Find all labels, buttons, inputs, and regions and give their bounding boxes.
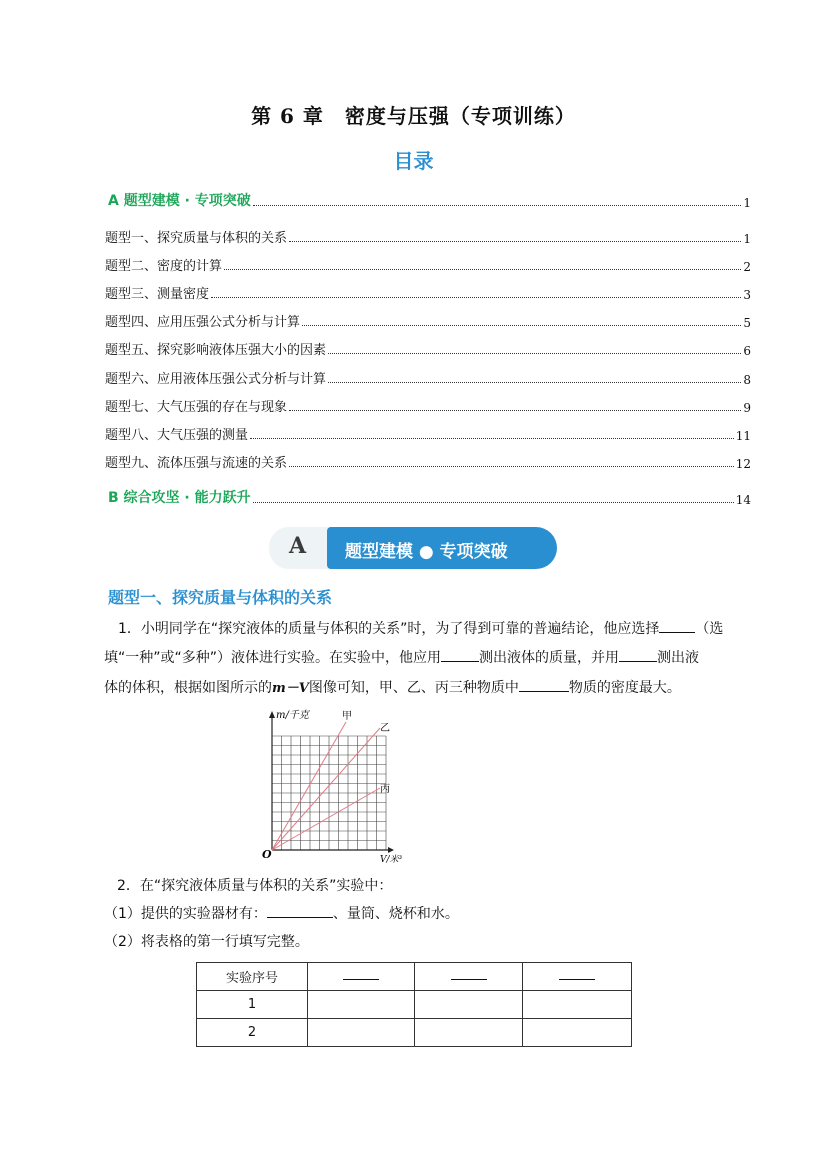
toc-item[interactable] bbox=[105, 227, 751, 246]
table-header-blank-cell[interactable] bbox=[415, 963, 522, 991]
table-cell[interactable] bbox=[415, 991, 522, 1019]
toc-leader bbox=[302, 324, 741, 326]
answer-blank[interactable] bbox=[519, 677, 569, 692]
line-yi bbox=[272, 728, 380, 850]
toc-page: 6 bbox=[743, 344, 751, 358]
toc-item-label: 题型一、探究质量与体积的关系 bbox=[105, 231, 288, 246]
toc-leader bbox=[211, 296, 741, 298]
origin-label: O bbox=[262, 848, 272, 861]
q1-text: （选 bbox=[695, 621, 724, 637]
q1-text: 图像可知，甲、乙、丙三种物质中 bbox=[308, 680, 519, 696]
toc-item[interactable] bbox=[105, 452, 751, 471]
table-row bbox=[197, 1019, 632, 1047]
table-header-blank-cell[interactable] bbox=[308, 963, 415, 991]
toc-item-label: 题型五、探究影响液体压强大小的因素 bbox=[105, 343, 327, 358]
label-bing: 丙 bbox=[380, 784, 390, 795]
graph-grid bbox=[272, 736, 386, 850]
page-title: 第 6 章 密度与压强（专项训练） bbox=[251, 104, 576, 128]
m-v-graph bbox=[258, 706, 418, 866]
question-type-heading: 题型一、探究质量与体积的关系 bbox=[108, 588, 333, 607]
toc-leader bbox=[289, 240, 741, 242]
table-row-index: 2 bbox=[197, 1019, 308, 1047]
toc-heading: 目录 bbox=[393, 149, 434, 173]
q1-line2 bbox=[104, 643, 699, 673]
table-row bbox=[197, 991, 632, 1019]
answer-blank[interactable] bbox=[343, 969, 379, 980]
toc-page: 3 bbox=[743, 288, 751, 302]
toc-leader bbox=[253, 501, 734, 503]
toc-page: 8 bbox=[743, 373, 751, 387]
toc-page: 1 bbox=[743, 232, 751, 246]
toc-section-a[interactable] bbox=[108, 190, 751, 210]
table-row-index: 1 bbox=[197, 991, 308, 1019]
toc-leader bbox=[250, 437, 734, 439]
toc-item-label: 题型二、密度的计算 bbox=[105, 259, 223, 274]
toc-item[interactable] bbox=[105, 283, 751, 302]
toc-leader bbox=[289, 409, 741, 411]
toc-leader bbox=[224, 268, 741, 270]
table-cell[interactable] bbox=[522, 991, 631, 1019]
table-header-row bbox=[197, 963, 632, 991]
q1-text: 测出液 bbox=[657, 650, 700, 666]
y-axis-label: m/千克 bbox=[276, 710, 309, 721]
answer-blank[interactable] bbox=[619, 647, 657, 662]
banner-title: 题型建模 ● 专项突破 bbox=[345, 542, 508, 562]
experiment-table bbox=[196, 962, 632, 1047]
q1-text: 填“一种”或“多种”）液体进行实验。在实验中，他应用 bbox=[104, 650, 442, 666]
answer-blank[interactable] bbox=[267, 903, 333, 918]
banner-letter: A bbox=[289, 533, 307, 559]
table-cell[interactable] bbox=[415, 1019, 522, 1047]
q2-intro: 2．在“探究液体质量与体积的关系”实验中： bbox=[117, 878, 393, 894]
toc-page: 5 bbox=[743, 316, 751, 330]
x-axis-arrow bbox=[388, 847, 394, 853]
toc-page: 9 bbox=[743, 401, 751, 415]
answer-blank[interactable] bbox=[451, 969, 487, 980]
q1-text: 测出液体的质量，并用 bbox=[479, 650, 620, 666]
q2-text: 、量筒、烧杯和水。 bbox=[332, 906, 459, 922]
formula: m－V bbox=[272, 681, 309, 696]
toc-leader bbox=[289, 465, 734, 467]
toc-section-b[interactable] bbox=[108, 487, 751, 507]
label-jia: 甲 bbox=[342, 711, 352, 722]
y-axis-arrow bbox=[269, 711, 275, 718]
toc-section-label: A 题型建模 · 专项突破 bbox=[108, 193, 251, 209]
table-cell[interactable] bbox=[308, 991, 415, 1019]
toc-item-label: 题型九、流体压强与流速的关系 bbox=[105, 456, 288, 471]
q1-line3 bbox=[104, 673, 681, 704]
toc-item[interactable] bbox=[105, 339, 751, 358]
toc-item-label: 题型八、大气压强的测量 bbox=[105, 428, 249, 443]
q1-text: 1．小明同学在“探究液体的质量与体积的关系”时，为了得到可靠的普遍结论，他应选择 bbox=[118, 621, 660, 637]
toc-leader bbox=[328, 352, 741, 354]
table-cell[interactable] bbox=[308, 1019, 415, 1047]
toc-page: 2 bbox=[743, 260, 751, 274]
q2-part1 bbox=[104, 899, 459, 929]
q1-line1 bbox=[118, 614, 723, 644]
table-cell[interactable] bbox=[522, 1019, 631, 1047]
label-yi: 乙 bbox=[380, 723, 390, 734]
answer-blank[interactable] bbox=[559, 969, 595, 980]
answer-blank[interactable] bbox=[659, 618, 695, 633]
toc-page: 11 bbox=[735, 429, 751, 443]
toc-item-label: 题型七、大气压强的存在与现象 bbox=[105, 400, 288, 415]
q1-text: 物质的密度最大。 bbox=[568, 680, 681, 696]
q1-text: 体的体积，根据如图所示的 bbox=[104, 680, 272, 696]
toc-item[interactable] bbox=[105, 255, 751, 274]
toc-item[interactable] bbox=[105, 311, 751, 330]
q2-part2: （2）将表格的第一行填写完整。 bbox=[104, 934, 309, 950]
toc-page: 12 bbox=[735, 457, 751, 471]
toc-item[interactable] bbox=[105, 368, 751, 387]
toc-page: 14 bbox=[735, 493, 751, 507]
toc-item[interactable] bbox=[105, 424, 751, 443]
toc-section-label: B 综合攻坚 · 能力跃升 bbox=[108, 490, 251, 506]
toc-leader bbox=[328, 381, 741, 383]
toc-item-label: 题型三、测量密度 bbox=[105, 287, 210, 302]
q2-text: （1）提供的实验器材有： bbox=[104, 906, 267, 922]
toc-item-label: 题型四、应用压强公式分析与计算 bbox=[105, 315, 301, 330]
section-banner bbox=[269, 527, 557, 569]
table-header-cell: 实验序号 bbox=[197, 963, 308, 991]
toc-page: 1 bbox=[743, 196, 751, 210]
answer-blank[interactable] bbox=[441, 647, 479, 662]
table-header-blank-cell[interactable] bbox=[522, 963, 631, 991]
toc-item-label: 题型六、应用液体压强公式分析与计算 bbox=[105, 372, 327, 387]
x-axis-label: V/米³ bbox=[380, 855, 403, 865]
toc-leader bbox=[253, 204, 742, 206]
toc-item[interactable] bbox=[105, 396, 751, 415]
